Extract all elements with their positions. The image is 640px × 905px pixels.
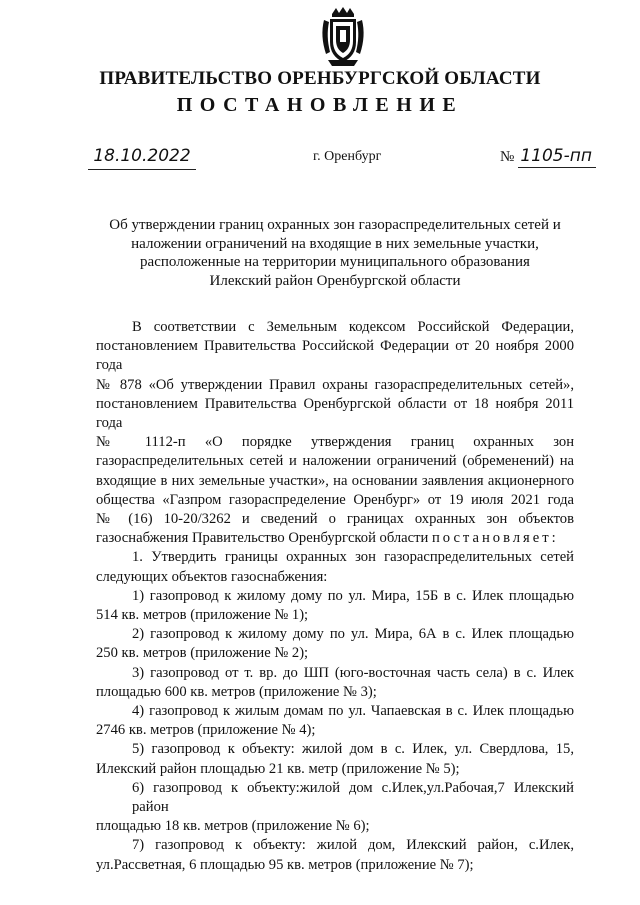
preamble-line: В соответствии с Земельным кодексом Российской Федерации, bbox=[132, 319, 574, 335]
document-city: г. Оренбург bbox=[313, 149, 382, 164]
preamble-line: общества «Газпром газораспределение Оренбург» от 19 июля 2021 года bbox=[96, 491, 574, 508]
list-item-line: ул.Рассветная, 6 площадью 95 кв. метров (приложение № 7); bbox=[96, 856, 474, 873]
clause-line: 1. Утвердить границы охранных зон газораспределительных сетей bbox=[132, 549, 574, 566]
list-item-line: 250 кв. метров (приложение № 2); bbox=[96, 645, 309, 662]
list-item-line: 6) газопровод к объекту:жилой дом с.Илек,ул.Рабочая,7 Илекский район bbox=[132, 779, 574, 816]
list-item-line: 7) газопровод к объекту: жилой дом, Илекский район, с.Илек, bbox=[132, 837, 574, 854]
subject-line: Илекский район Оренбургской области bbox=[209, 272, 461, 289]
list-item-line: 1) газопровод к жилому дому по ул. Мира, 15Б в с. Илек площадью bbox=[132, 587, 574, 604]
list-item-line: площадью 18 кв. метров (приложение № 6); bbox=[96, 818, 370, 835]
document-subject bbox=[96, 216, 574, 290]
number-label: № bbox=[500, 149, 515, 165]
preamble-line-final bbox=[96, 529, 574, 548]
document-type: ПОСТАНОВЛЕНИЕ bbox=[176, 94, 464, 116]
government-title: ПРАВИТЕЛЬСТВО ОРЕНБУРГСКОЙ ОБЛАСТИ bbox=[99, 68, 541, 89]
document-date: 18.10.2022 bbox=[88, 145, 196, 170]
list-item-line: площадью 600 кв. метров (приложение № 3); bbox=[96, 683, 377, 700]
list-item-line: 2) газопровод к жилому дому по ул. Мира, 6А в с. Илек площадью bbox=[132, 626, 574, 643]
list-item-line: 2746 кв. метров (приложение № 4); bbox=[96, 722, 316, 739]
preamble-text: газоснабжения Правительство Оренбургской области bbox=[96, 530, 429, 547]
list-item-line: 3) газопровод от т. вр. до ШП (юго-восточная часть села) в с. Илек bbox=[132, 664, 574, 681]
list-item-line: 4) газопровод к жилым домам по ул. Чапаевская в с. Илек площадью bbox=[132, 703, 574, 720]
preamble-line: газораспределительных сетей и наложении ограничений (обременений) на bbox=[96, 453, 574, 470]
preamble-line: постановлением Правительства Оренбургской области от 18 ноября 2011 года bbox=[96, 395, 574, 432]
document-number bbox=[500, 145, 596, 169]
list-item-line: Илекский район площадью 21 кв. метр (приложение № 5); bbox=[96, 760, 460, 777]
coat-of-arms-emblem bbox=[318, 6, 368, 68]
preamble-line: № 878 «Об утверждении Правил охраны газораспределительных сетей», bbox=[96, 376, 574, 393]
decree-word: постановляет: bbox=[431, 530, 559, 547]
preamble-line: постановлением Правительства Российской Федерации от 20 ноября 2000 года bbox=[96, 338, 574, 374]
subject-line: расположенные на территории муниципального образования bbox=[140, 254, 530, 270]
document-body bbox=[96, 318, 574, 875]
number-value: 1105-пп bbox=[518, 145, 596, 168]
subject-line: Об утверждении границ охранных зон газораспределительных сетей и bbox=[109, 217, 561, 233]
preamble-line: входящие в них земельные участки», на основании заявления акционерного bbox=[96, 472, 574, 489]
list-item-line: 5) газопровод к объекту: жилой дом в с. Илек, ул. Свердлова, 15, bbox=[132, 741, 574, 758]
subject-line: наложении ограничений на входящие в них земельные участки, bbox=[131, 235, 539, 252]
preamble-line: № 1112-п «О порядке утверждения границ охранных зон bbox=[96, 434, 574, 451]
clause-line: следующих объектов газоснабжения: bbox=[96, 568, 328, 585]
list-item-line: 514 кв. метров (приложение № 1); bbox=[96, 607, 309, 624]
preamble-line: № (16) 10-20/3262 и сведений о границах охранных зон объектов bbox=[96, 511, 574, 528]
